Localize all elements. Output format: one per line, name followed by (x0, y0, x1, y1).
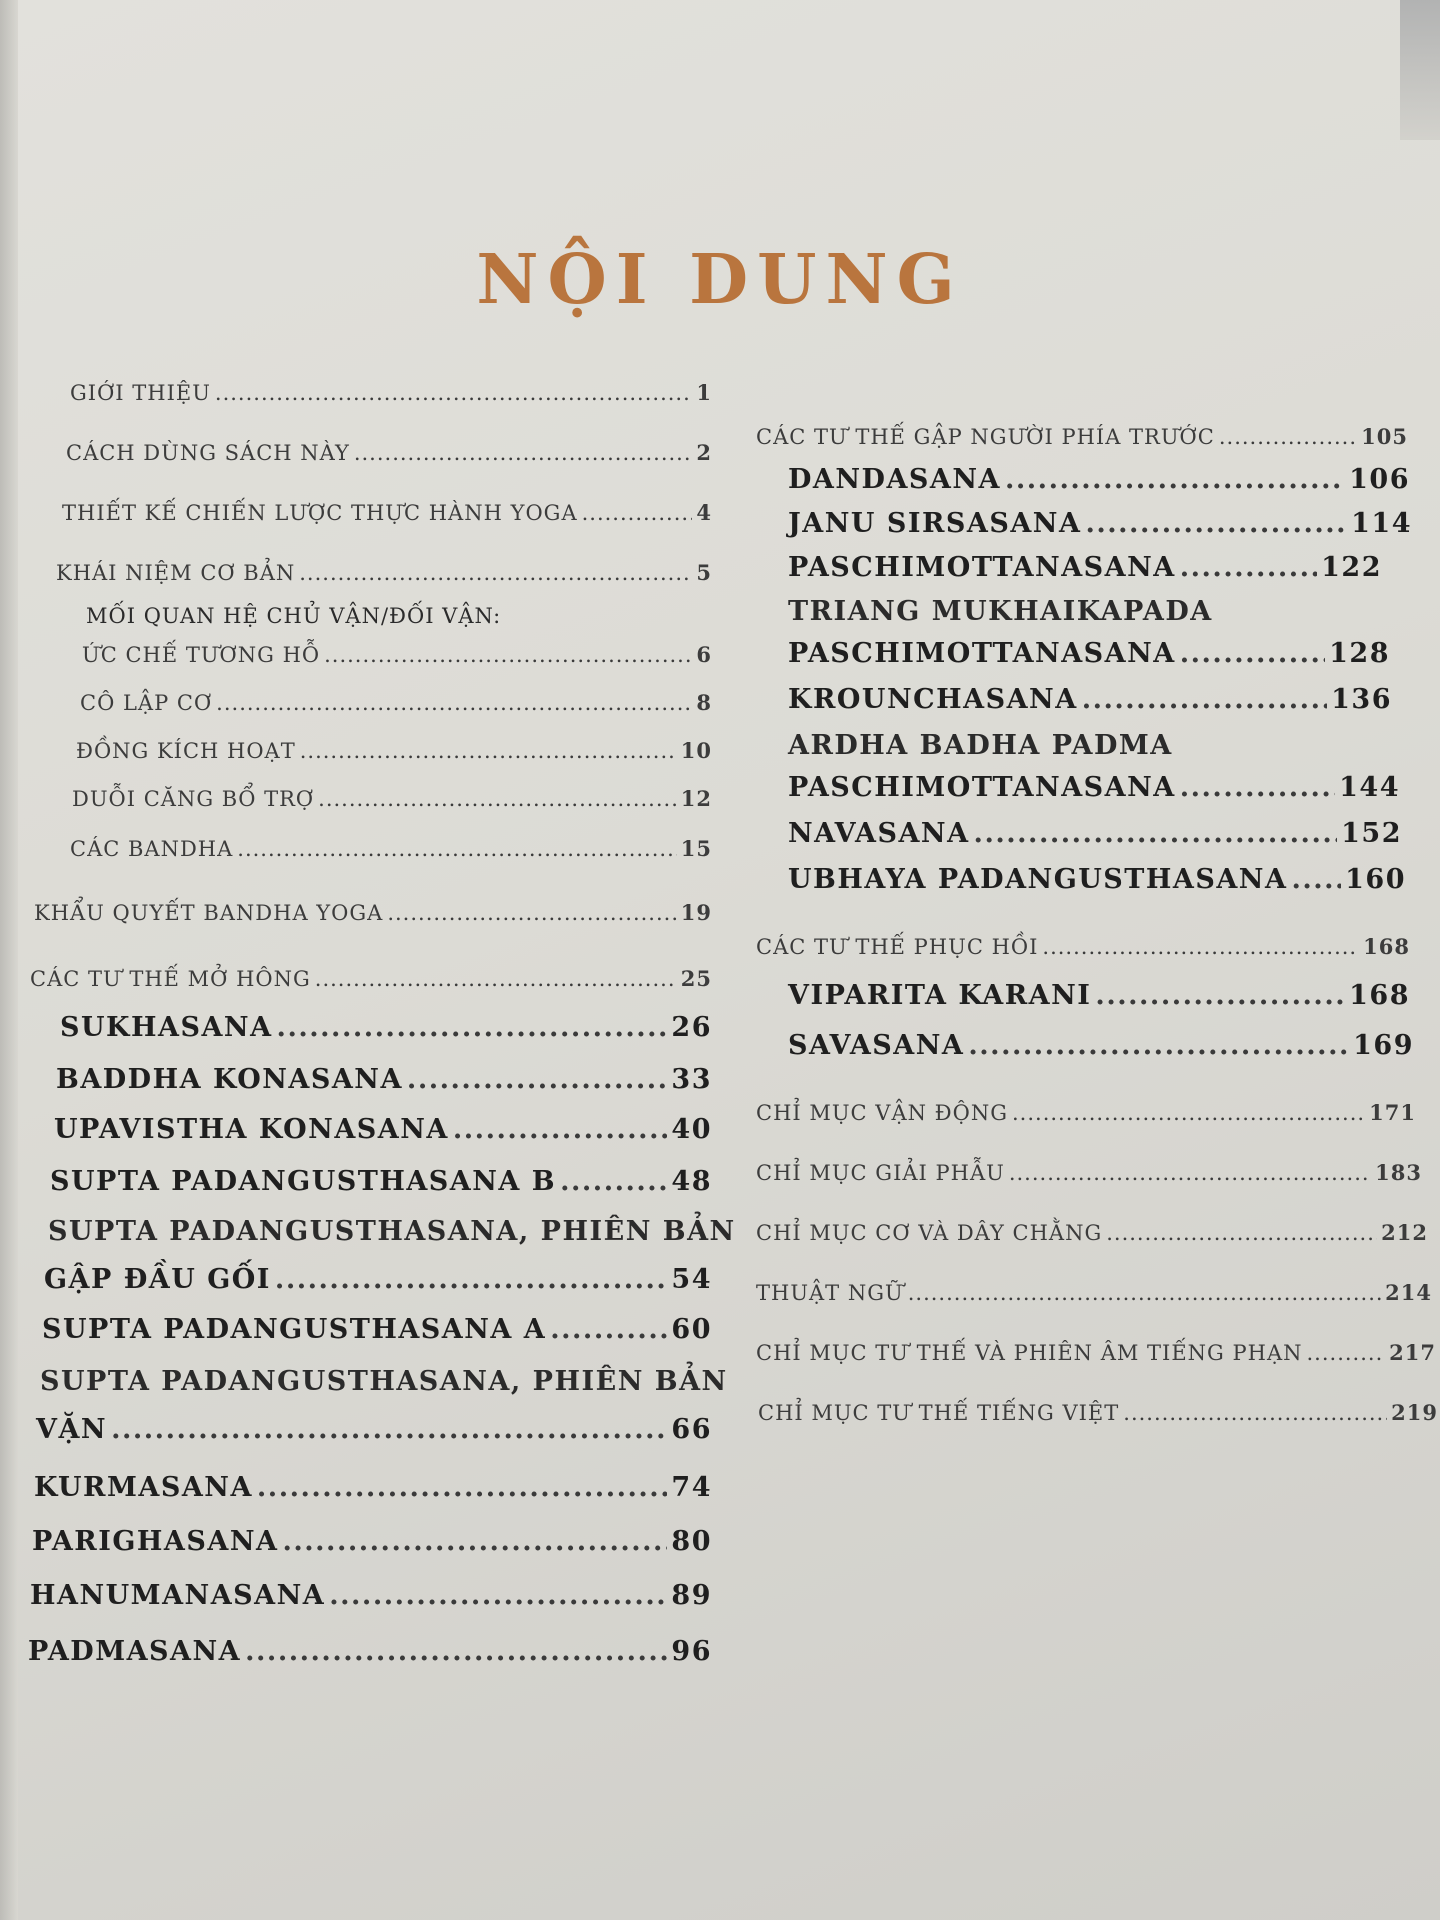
leader-dots (275, 1264, 668, 1295)
toc-page: 106 (1349, 464, 1410, 495)
toc-page: 60 (671, 1314, 712, 1345)
leader-dots (550, 1314, 667, 1345)
toc-entry (56, 1064, 712, 1095)
toc-label: CHỈ MỤC GIẢI PHẪU (756, 1161, 1005, 1185)
leader-dots (387, 901, 676, 925)
toc-label: SUKHASANA (60, 1012, 273, 1043)
toc-label: PADMASANA (28, 1636, 242, 1667)
toc-label: NAVASANA (788, 818, 970, 849)
toc-page: 12 (680, 786, 712, 811)
leader-dots (324, 643, 692, 667)
toc-label: DANDASANA (788, 464, 1001, 495)
toc-entry (756, 1220, 1428, 1245)
toc-label: VIPARITA KARANI (788, 980, 1092, 1011)
leader-dots (300, 739, 677, 763)
toc-page: 66 (671, 1414, 712, 1445)
page-title: NỘI DUNG (476, 240, 964, 320)
leader-dots (968, 1030, 1349, 1061)
toc-entry (34, 1472, 712, 1503)
toc-label-line1: SUPTA PADANGUSTHASANA, PHIÊN BẢN (48, 1216, 736, 1247)
toc-page: 80 (671, 1526, 712, 1557)
toc-page: 152 (1341, 818, 1402, 849)
toc-page: 96 (671, 1636, 712, 1667)
toc-entry (756, 424, 1408, 449)
leader-dots (318, 787, 677, 811)
toc-label: KHẨU QUYẾT BANDHA YOGA (34, 901, 384, 925)
toc-entry (788, 1030, 1414, 1061)
leader-dots (1180, 552, 1317, 583)
leader-dots (299, 561, 692, 585)
toc-entry (788, 508, 1412, 539)
toc-label-line1: TRIANG MUKHAIKAPADA (788, 596, 1213, 627)
leader-dots (257, 1472, 668, 1503)
toc-entry (788, 464, 1410, 495)
toc-entry (70, 380, 712, 405)
leader-dots (315, 967, 677, 991)
toc-page: 6 (696, 642, 712, 667)
toc-label: CHỈ MỤC TƯ THẾ TIẾNG VIỆT (758, 1401, 1120, 1425)
leader-dots (1291, 864, 1341, 895)
toc-page: 128 (1329, 638, 1390, 669)
leader-dots (1307, 1341, 1386, 1365)
toc-label: SAVASANA (788, 1030, 965, 1061)
toc-label: HANUMANASANA (30, 1580, 326, 1611)
leader-dots (974, 818, 1338, 849)
toc-label: GIỚI THIỆU (70, 381, 211, 405)
toc-label: PASCHIMOTTANASANA (788, 552, 1176, 583)
toc-page: 40 (671, 1114, 712, 1145)
leader-dots (407, 1064, 668, 1095)
toc-label: PARIGHASANA (32, 1526, 279, 1557)
toc-label: SUPTA PADANGUSTHASANA A (42, 1314, 547, 1345)
leader-dots (282, 1526, 667, 1557)
leader-dots (237, 837, 677, 861)
toc-entry (28, 1636, 712, 1667)
toc-label: DUỖI CĂNG BỔ TRỢ (72, 787, 315, 811)
toc-page: 168 (1349, 980, 1410, 1011)
toc-entry (42, 1314, 712, 1345)
toc-page: 136 (1331, 684, 1392, 715)
toc-page: 10 (680, 738, 712, 763)
toc-label: CÔ LẬP CƠ (80, 691, 213, 715)
toc-page: 2 (696, 440, 712, 465)
toc-page: 89 (671, 1580, 712, 1611)
leader-dots (1082, 684, 1327, 715)
toc-entry (82, 642, 712, 667)
toc-label: THIẾT KẾ CHIẾN LƯỢC THỰC HÀNH YOGA (62, 501, 578, 525)
toc-label: ĐỒNG KÍCH HOẠT (76, 739, 296, 763)
toc-entry (54, 1114, 712, 1145)
toc-label-line1: ARDHA BADHA PADMA (788, 730, 1173, 761)
toc-label: BADDHA KONASANA (56, 1064, 403, 1095)
toc-page: 25 (680, 966, 712, 991)
leader-dots (277, 1012, 668, 1043)
toc-page: 169 (1353, 1030, 1414, 1061)
toc-entry (756, 1100, 1416, 1125)
toc-entry (80, 690, 712, 715)
toc-entry (50, 1166, 712, 1197)
leader-dots (1009, 1161, 1371, 1185)
toc-label: UPAVISTHA KONASANA (54, 1114, 449, 1145)
toc-label: PASCHIMOTTANASANA (788, 638, 1176, 669)
toc-label: CÁC BANDHA (70, 837, 234, 861)
toc-page: 217 (1389, 1340, 1436, 1365)
toc-page: 105 (1361, 424, 1408, 449)
toc-label: CÁCH DÙNG SÁCH NÀY (66, 441, 350, 465)
leader-dots (1012, 1101, 1365, 1125)
toc-page: 160 (1345, 864, 1406, 895)
toc-entry (788, 638, 1390, 669)
toc-entry (70, 836, 712, 861)
toc-page: 5 (696, 560, 712, 585)
toc-page: 183 (1375, 1160, 1422, 1185)
leader-dots (1005, 464, 1345, 495)
toc-label: CÁC TƯ THẾ MỞ HÔNG (30, 967, 311, 991)
toc-label: KROUNCHASANA (788, 684, 1078, 715)
toc-label: SUPTA PADANGUSTHASANA B (50, 1166, 557, 1197)
toc-entry (756, 1280, 1432, 1305)
toc-entry (76, 738, 712, 763)
toc-label: CÁC TƯ THẾ PHỤC HỒI (756, 935, 1039, 959)
leader-dots (1042, 935, 1359, 959)
toc-page: 171 (1369, 1100, 1416, 1125)
toc-entry (44, 1264, 712, 1295)
toc-page: 214 (1385, 1280, 1432, 1305)
toc-page: 4 (696, 500, 712, 525)
leader-dots (908, 1281, 1381, 1305)
toc-label: KURMASANA (34, 1472, 253, 1503)
toc-label: VẶN (36, 1414, 108, 1445)
toc-entry (32, 1526, 712, 1557)
leader-dots (1085, 508, 1347, 539)
toc-label: JANU SIRSASANA (788, 508, 1082, 539)
leader-dots (1219, 425, 1357, 449)
corner-shadow (1400, 0, 1440, 140)
toc-label: CHỈ MỤC TƯ THẾ VÀ PHIÊN ÂM TIẾNG PHẠN (756, 1341, 1303, 1365)
toc-label: CÁC TƯ THẾ GẬP NGƯỜI PHÍA TRƯỚC (756, 425, 1215, 449)
toc-entry (30, 1580, 712, 1611)
toc-label: CHỈ MỤC VẬN ĐỘNG (756, 1101, 1008, 1125)
toc-page: 19 (680, 900, 712, 925)
leader-dots (560, 1166, 667, 1197)
leader-dots (582, 501, 693, 525)
leader-dots (1095, 980, 1345, 1011)
toc-entry (788, 684, 1392, 715)
toc-entry (56, 560, 712, 585)
toc-entry (788, 864, 1406, 895)
toc-page: 48 (671, 1166, 712, 1197)
toc-entry (72, 786, 712, 811)
toc-label: CHỈ MỤC CƠ VÀ DÂY CHẰNG (756, 1221, 1103, 1245)
toc-page: 114 (1351, 508, 1412, 539)
toc-entry (756, 934, 1410, 959)
toc-page: 33 (671, 1064, 712, 1095)
toc-entry (36, 1414, 712, 1445)
toc-label: KHÁI NIỆM CƠ BẢN (56, 561, 296, 585)
toc-page: 1 (696, 380, 712, 405)
toc-entry (788, 818, 1402, 849)
toc-page: 168 (1363, 934, 1410, 959)
toc-page: 122 (1321, 552, 1382, 583)
toc-page: 8 (696, 690, 712, 715)
toc-page: 15 (680, 836, 712, 861)
toc-label: PASCHIMOTTANASANA (788, 772, 1176, 803)
leader-dots (1180, 638, 1325, 669)
toc-label-line1: SUPTA PADANGUSTHASANA, PHIÊN BẢN (40, 1366, 728, 1397)
leader-dots (1106, 1221, 1377, 1245)
toc-label: UBHAYA PADANGUSTHASANA (788, 864, 1288, 895)
leader-dots (215, 381, 692, 405)
toc-label-line1: MỐI QUAN HỆ CHỦ VẬN/ĐỐI VẬN: (86, 604, 502, 628)
toc-page: 54 (671, 1264, 712, 1295)
toc-entry (758, 1400, 1438, 1425)
toc-entry (60, 1012, 712, 1043)
leader-dots (111, 1414, 667, 1445)
toc-label: ỨC CHẾ TƯƠNG HỖ (82, 643, 321, 667)
toc-entry (66, 440, 712, 465)
toc-entry (788, 552, 1382, 583)
toc-entry (62, 500, 712, 525)
toc-page: 26 (671, 1012, 712, 1043)
toc-label: THUẬT NGỮ (756, 1281, 904, 1305)
leader-dots (354, 441, 693, 465)
toc-page: 74 (671, 1472, 712, 1503)
toc-label: GẬP ĐẦU GỐI (44, 1264, 271, 1295)
toc-entry (788, 772, 1400, 803)
leader-dots (216, 691, 692, 715)
toc-entry (30, 966, 712, 991)
toc-page: 219 (1391, 1400, 1438, 1425)
leader-dots (245, 1636, 667, 1667)
toc-entry (756, 1340, 1436, 1365)
leader-dots (329, 1580, 667, 1611)
toc-page: 144 (1339, 772, 1400, 803)
leader-dots (1180, 772, 1335, 803)
leader-dots (1123, 1401, 1387, 1425)
toc-page: 212 (1381, 1220, 1428, 1245)
toc-entry (756, 1160, 1422, 1185)
leader-dots (453, 1114, 668, 1145)
toc-entry (788, 980, 1410, 1011)
toc-entry (34, 900, 712, 925)
